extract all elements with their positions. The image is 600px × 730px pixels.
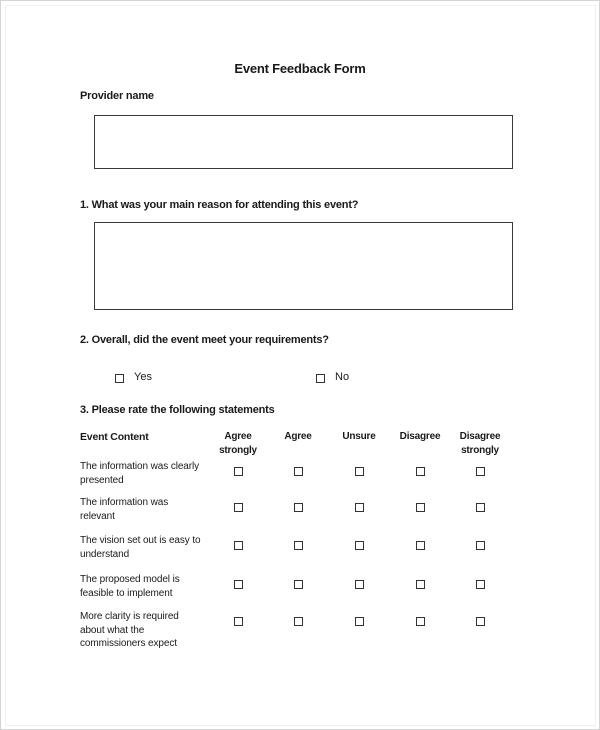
rating-checkbox-r2-disagree[interactable] <box>416 503 425 512</box>
column-header-line: Unsure <box>342 431 376 442</box>
statement-model-feasible <box>80 573 210 600</box>
no-option-label: No <box>335 371 350 383</box>
rating-checkbox-r3-agree[interactable] <box>294 541 303 550</box>
no-checkbox[interactable] <box>316 374 325 383</box>
rating-checkbox-r2-disagree-strongly[interactable] <box>476 503 485 512</box>
column-header-line: strongly <box>219 445 257 456</box>
statement-line: understand <box>80 548 130 560</box>
statement-line: The vision set out is easy to <box>80 535 201 546</box>
rating-checkbox-r5-agree[interactable] <box>294 617 303 626</box>
rating-checkbox-r3-disagree-strongly[interactable] <box>476 541 485 550</box>
rating-checkbox-r4-agree[interactable] <box>294 580 303 589</box>
column-header-unsure <box>324 430 394 444</box>
column-header-disagree-strongly <box>445 430 515 458</box>
statement-relevant <box>80 496 210 523</box>
column-header-line: Agree <box>224 431 252 442</box>
question-1-answer-field[interactable] <box>94 222 513 310</box>
question-3-label: 3. Please rate the following statements <box>80 404 275 416</box>
rating-checkbox-r3-agree-strongly[interactable] <box>234 541 243 550</box>
rating-checkbox-r1-disagree-strongly[interactable] <box>476 467 485 476</box>
rating-table-row-header: Event Content <box>80 431 149 443</box>
provider-name-field[interactable] <box>94 115 513 169</box>
statement-line: The information was clearly <box>80 461 200 472</box>
statement-clearly-presented <box>80 460 210 487</box>
rating-checkbox-r4-disagree-strongly[interactable] <box>476 580 485 589</box>
form-title: Event Feedback Form <box>234 61 366 76</box>
statement-line: The information was <box>80 497 169 508</box>
column-header-line: Agree <box>284 431 312 442</box>
statement-line: commissioners expect <box>80 638 177 649</box>
provider-name-label: Provider name <box>80 90 154 102</box>
column-header-line: Disagree <box>399 431 441 442</box>
rating-checkbox-r2-unsure[interactable] <box>355 503 364 512</box>
statement-line: presented <box>80 474 124 486</box>
yes-checkbox[interactable] <box>115 374 124 383</box>
rating-checkbox-r4-agree-strongly[interactable] <box>234 580 243 589</box>
rating-checkbox-r5-unsure[interactable] <box>355 617 364 626</box>
question-1-label: 1. What was your main reason for attending this event? <box>80 199 359 211</box>
rating-checkbox-r4-disagree[interactable] <box>416 580 425 589</box>
column-header-line: Disagree <box>459 431 501 442</box>
rating-checkbox-r4-unsure[interactable] <box>355 580 364 589</box>
rating-checkbox-r2-agree[interactable] <box>294 503 303 512</box>
rating-checkbox-r5-disagree-strongly[interactable] <box>476 617 485 626</box>
question-2-label: 2. Overall, did the event meet your requirements? <box>80 334 329 346</box>
rating-checkbox-r5-disagree[interactable] <box>416 617 425 626</box>
rating-checkbox-r3-unsure[interactable] <box>355 541 364 550</box>
rating-checkbox-r1-agree[interactable] <box>294 467 303 476</box>
statement-line: More clarity is required <box>80 611 179 622</box>
statement-line: relevant <box>80 510 115 522</box>
statement-more-clarity <box>80 610 210 651</box>
statement-line: feasible to implement <box>80 587 173 599</box>
rating-checkbox-r5-agree-strongly[interactable] <box>234 617 243 626</box>
rating-checkbox-r1-agree-strongly[interactable] <box>234 467 243 476</box>
rating-checkbox-r3-disagree[interactable] <box>416 541 425 550</box>
statement-line: about what the <box>80 624 145 636</box>
column-header-agree <box>263 430 333 444</box>
rating-checkbox-r1-disagree[interactable] <box>416 467 425 476</box>
rating-checkbox-r2-agree-strongly[interactable] <box>234 503 243 512</box>
column-header-line: strongly <box>461 445 499 456</box>
statement-line: The proposed model is <box>80 574 180 585</box>
yes-option-label: Yes <box>134 371 152 383</box>
statement-vision-easy <box>80 534 210 561</box>
rating-checkbox-r1-unsure[interactable] <box>355 467 364 476</box>
